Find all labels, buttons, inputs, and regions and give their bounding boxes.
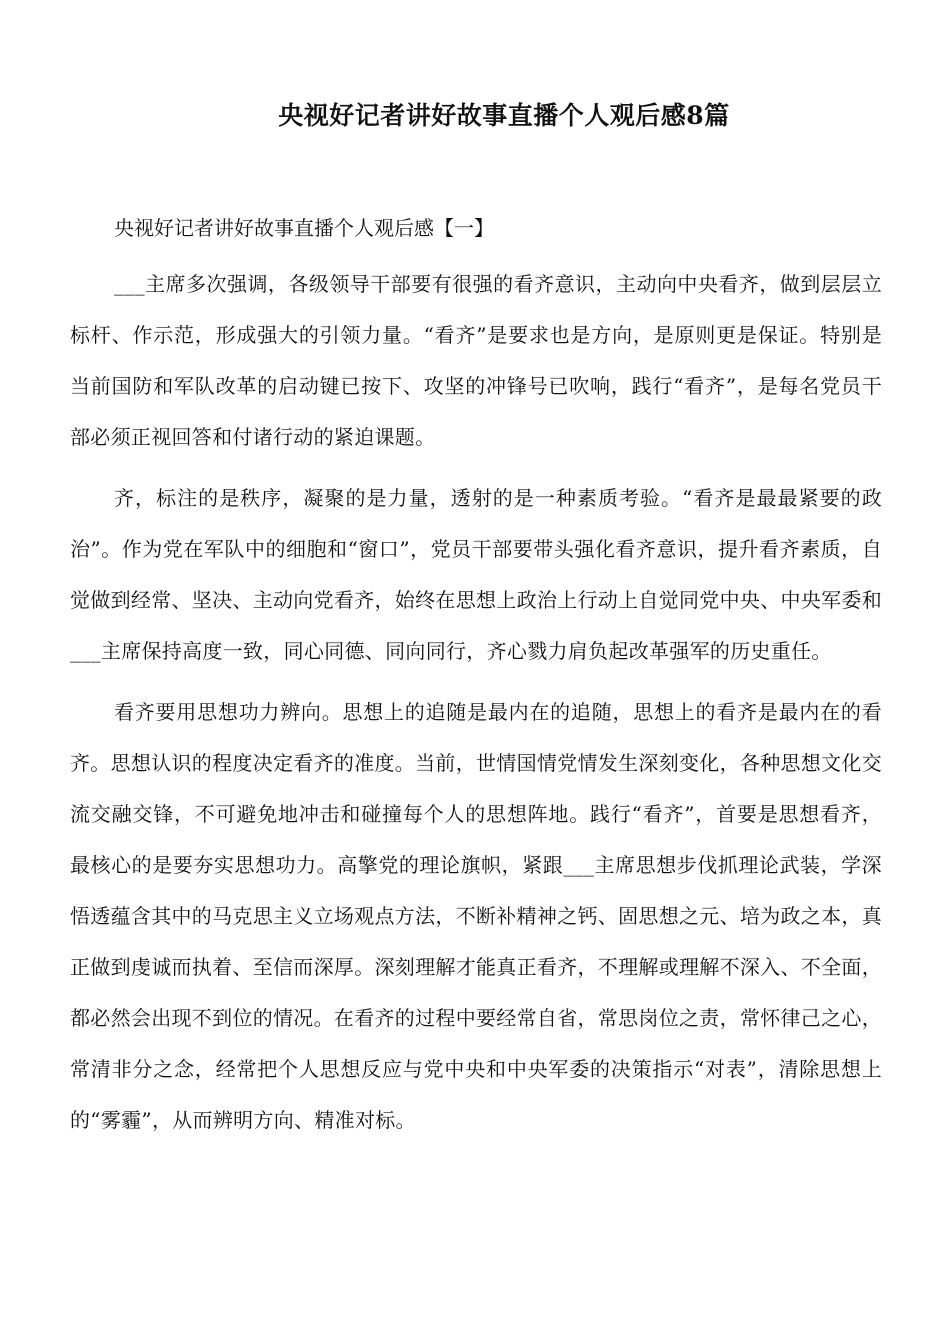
paragraph: 看齐要用思想功力辨向。思想上的追随是最内在的追随，思想上的看齐是最内在的看齐。思想认识的程度决定看齐的准度。当前，世情国情党情发生深刻变化，各种思想文化交流交融交锋，不可避免地冲击和碰撞每个人的思想阵地。践行“看齐”，首要是思想看齐，最核心的是要夯实思想功力。高擎党的理论旗帜，紧跟___主席思想步伐抓理论武装，学深悟透蕴含其中的马克思主义立场观点方法，不断补精神之钙、固思想之元、培为政之本，真正做到虔诚而执着、至信而深厚。深刻理解才能真正看齐，不理解或理解不深入、不全面，都必然会出现不到位的情况。在看齐的过程中要经常自省，常思岗位之责，常怀律己之心，常清非分之念，经常把个人思想反应与党中央和中央军委的决策指示“对表”，清除思想上的“雾霾”，从而辨明方向、精准对标。	[70, 700, 882, 1132]
paragraph: 齐，标注的是秩序，凝聚的是力量，透射的是一种素质考验。“看齐是最最紧要的政治”。作为党在军队中的细胞和“窗口”，党员干部要带头强化看齐意识，提升看齐素质，自觉做到经常、坚决、主动向党看齐，始终在思想上政治上行动上自觉同党中央、中央军委和___主席保持高度一致，同心同德、同向同行，齐心戮力肩负起改革强军的历史重任。	[70, 486, 882, 663]
section-heading: 央视好记者讲好故事直播个人观后感【一】	[114, 216, 494, 240]
document-body	[70, 259, 882, 1156]
paragraph: ___主席多次强调，各级领导干部要有很强的看齐意识，主动向中央看齐，做到层层立标杆、作示范，形成强大的引领力量。“看齐”是要求也是方向，是原则更是保证。特别是当前国防和军队改革的启动键已按下、攻坚的冲锋号已吹响，践行“看齐”，是每名党员干部必须正视回答和付诸行动的紧迫课题。	[70, 272, 882, 449]
document-title: 央视好记者讲好故事直播个人观后感8篇	[278, 101, 730, 130]
